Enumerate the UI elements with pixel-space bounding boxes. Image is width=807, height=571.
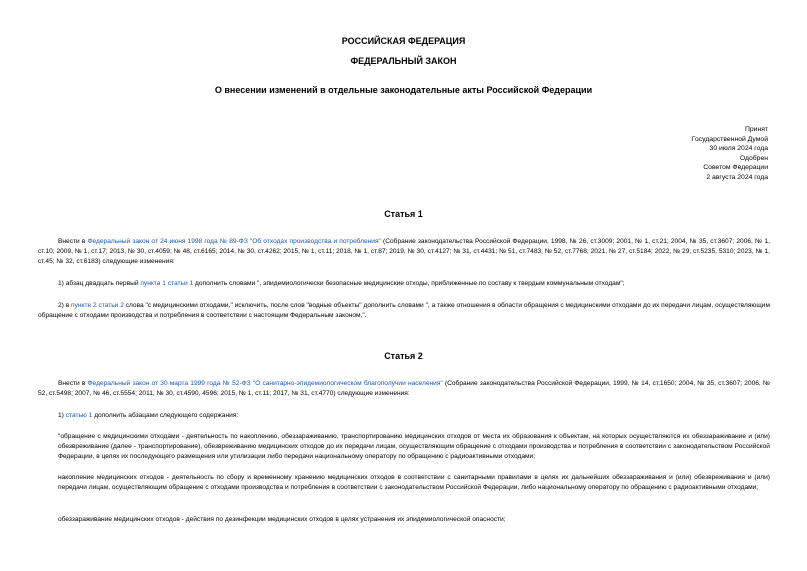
article-2-heading: Статья 2 [384,351,423,361]
law-89-fz-link[interactable]: Федеральный закон от 24 июня 1998 года № 89-ФЗ "Об отходах производства и потребления" [87,238,381,245]
definition-waste-accumulation: накопление медицинских отходов - деятельность по сбору и временному хранению медицинских отходов в соответствии с санитарными правилами в целях их дальнейших обеззараживания и (или) обезвреживания и (или) передачи лицам, осуществляющим обращение с отходами производства и потребления в соответствии с законодательством Российской Федерации, либо национальному оператору по обращению с радиоактивными отходами; [58,474,770,491]
country-heading: РОССИЙСКАЯ ФЕДЕРАЦИЯ [341,36,466,46]
article-2-point-2-link[interactable]: пункте 2 статьи 2 [71,302,124,309]
adoption-line: Принят [744,126,768,133]
adoption-line: Одобрен [739,154,768,162]
article-2-item-1 [38,411,770,421]
text: (Собрание законодательства Российской Федерации, 1999, № 14, ст.1650; 2004, № 35, ст.3607; 2006, № 52, ст.5498; 2007, № 46, ст.5554; 2011, № 30, ст.4590, 4596; 2015, № 1, ст.11; 2017, № 31, ст.4770) следующие изменения: [38,380,770,397]
text: 2) в [58,302,72,309]
adoption-block [692,125,768,183]
text: 1) абзац двадцать первый [58,280,141,287]
text: слова "с медицинскими отходами," исключить, после слов "водные объекты" дополнить словами ", а также отношения в области обращения с медицинскими отходами до их передачи лицам, осуществляющим обращение с отходами производства и потребления в соответствии с настоящим Федеральным законом,". [38,302,771,319]
definition-waste-handling: "обращение с медицинскими отходами - деятельность по накоплению, обеззараживанию, транспортированию медицинских отходов от места их образования к объектам, на которых осуществляются их обеззараживание и (или) обезвреживание (далее - транспортирование), обезвреживанию медицинских отходов до их передачи лицам, осуществляющим обращение с отходами производства и потребления в соответствии с законодательством Российской Федерации, в целях их последующего размещения или утилизации либо передачи национальному оператору по обращению с радиоактивными отходами; [58,433,770,460]
article-1-item-2 [38,301,770,321]
definition-waste-disinfection: обеззараживание медицинских отходов - действия по дезинфекции медицинских отходов в целях устранения их эпидемиологической опасности; [58,516,506,523]
text: (Собрание законодательства Российской Федерации, 1998, № 26, ст.3009; 2001, № 1, ст.21; 2004, № 35, ст.3607; 2006, № 1, ст.10; 2009, № 1, ст.17; 2013, № 30, ст.4059; № 48, ст.6165; 2014, № 30, ст.4262; 2015, № 1, ст.11; 2018, № 1, ст.87; 2019, № 30, ст.4127; № 31, ст.4431; № 51, ст.7483; № 52, ст.7768; 2021, № 27, ст.5184; 2022, № 29, ст.5235, 5310; 2023, № 1, ст.45; № 32, ст.6183) следующие изменения: [38,238,770,265]
law-52-fz-link[interactable]: Федеральный закон от 30 марта 1999 года № 52-ФЗ "О санитарно-эпидемиологическом благополучии населения" [87,380,443,387]
adoption-line: 30 июля 2024 года [709,145,768,153]
text: 1) [58,412,66,419]
text: дополнить абзацами следующего содержания: [92,412,239,419]
law-title: О внесении изменений в отдельные законодательные акты Российской Федерации [214,85,593,95]
article-1-paragraph-1 [38,237,770,267]
article-1-point-1-link[interactable]: пункта 1 статьи 1 [140,280,194,287]
article-1-item-1 [38,279,770,289]
article-1-link[interactable]: статью 1 [65,412,93,419]
text: Внести в [58,238,88,245]
adoption-line: 2 августа 2024 года [706,173,768,181]
adoption-line: Советом Федерации [703,164,768,172]
adoption-line: Государственной Думой [691,135,768,143]
doc-type-heading: ФЕДЕРАЛЬНЫЙ ЗАКОН [350,56,457,66]
text: Внести в [58,380,88,387]
article-2-paragraph-1 [38,379,770,399]
text: дополнить словами ", эпидемиологически безопасные медицинские отходы, приближенные по составу к твердым коммунальным отходам"; [193,280,625,287]
article-1-heading: Статья 1 [384,209,423,219]
